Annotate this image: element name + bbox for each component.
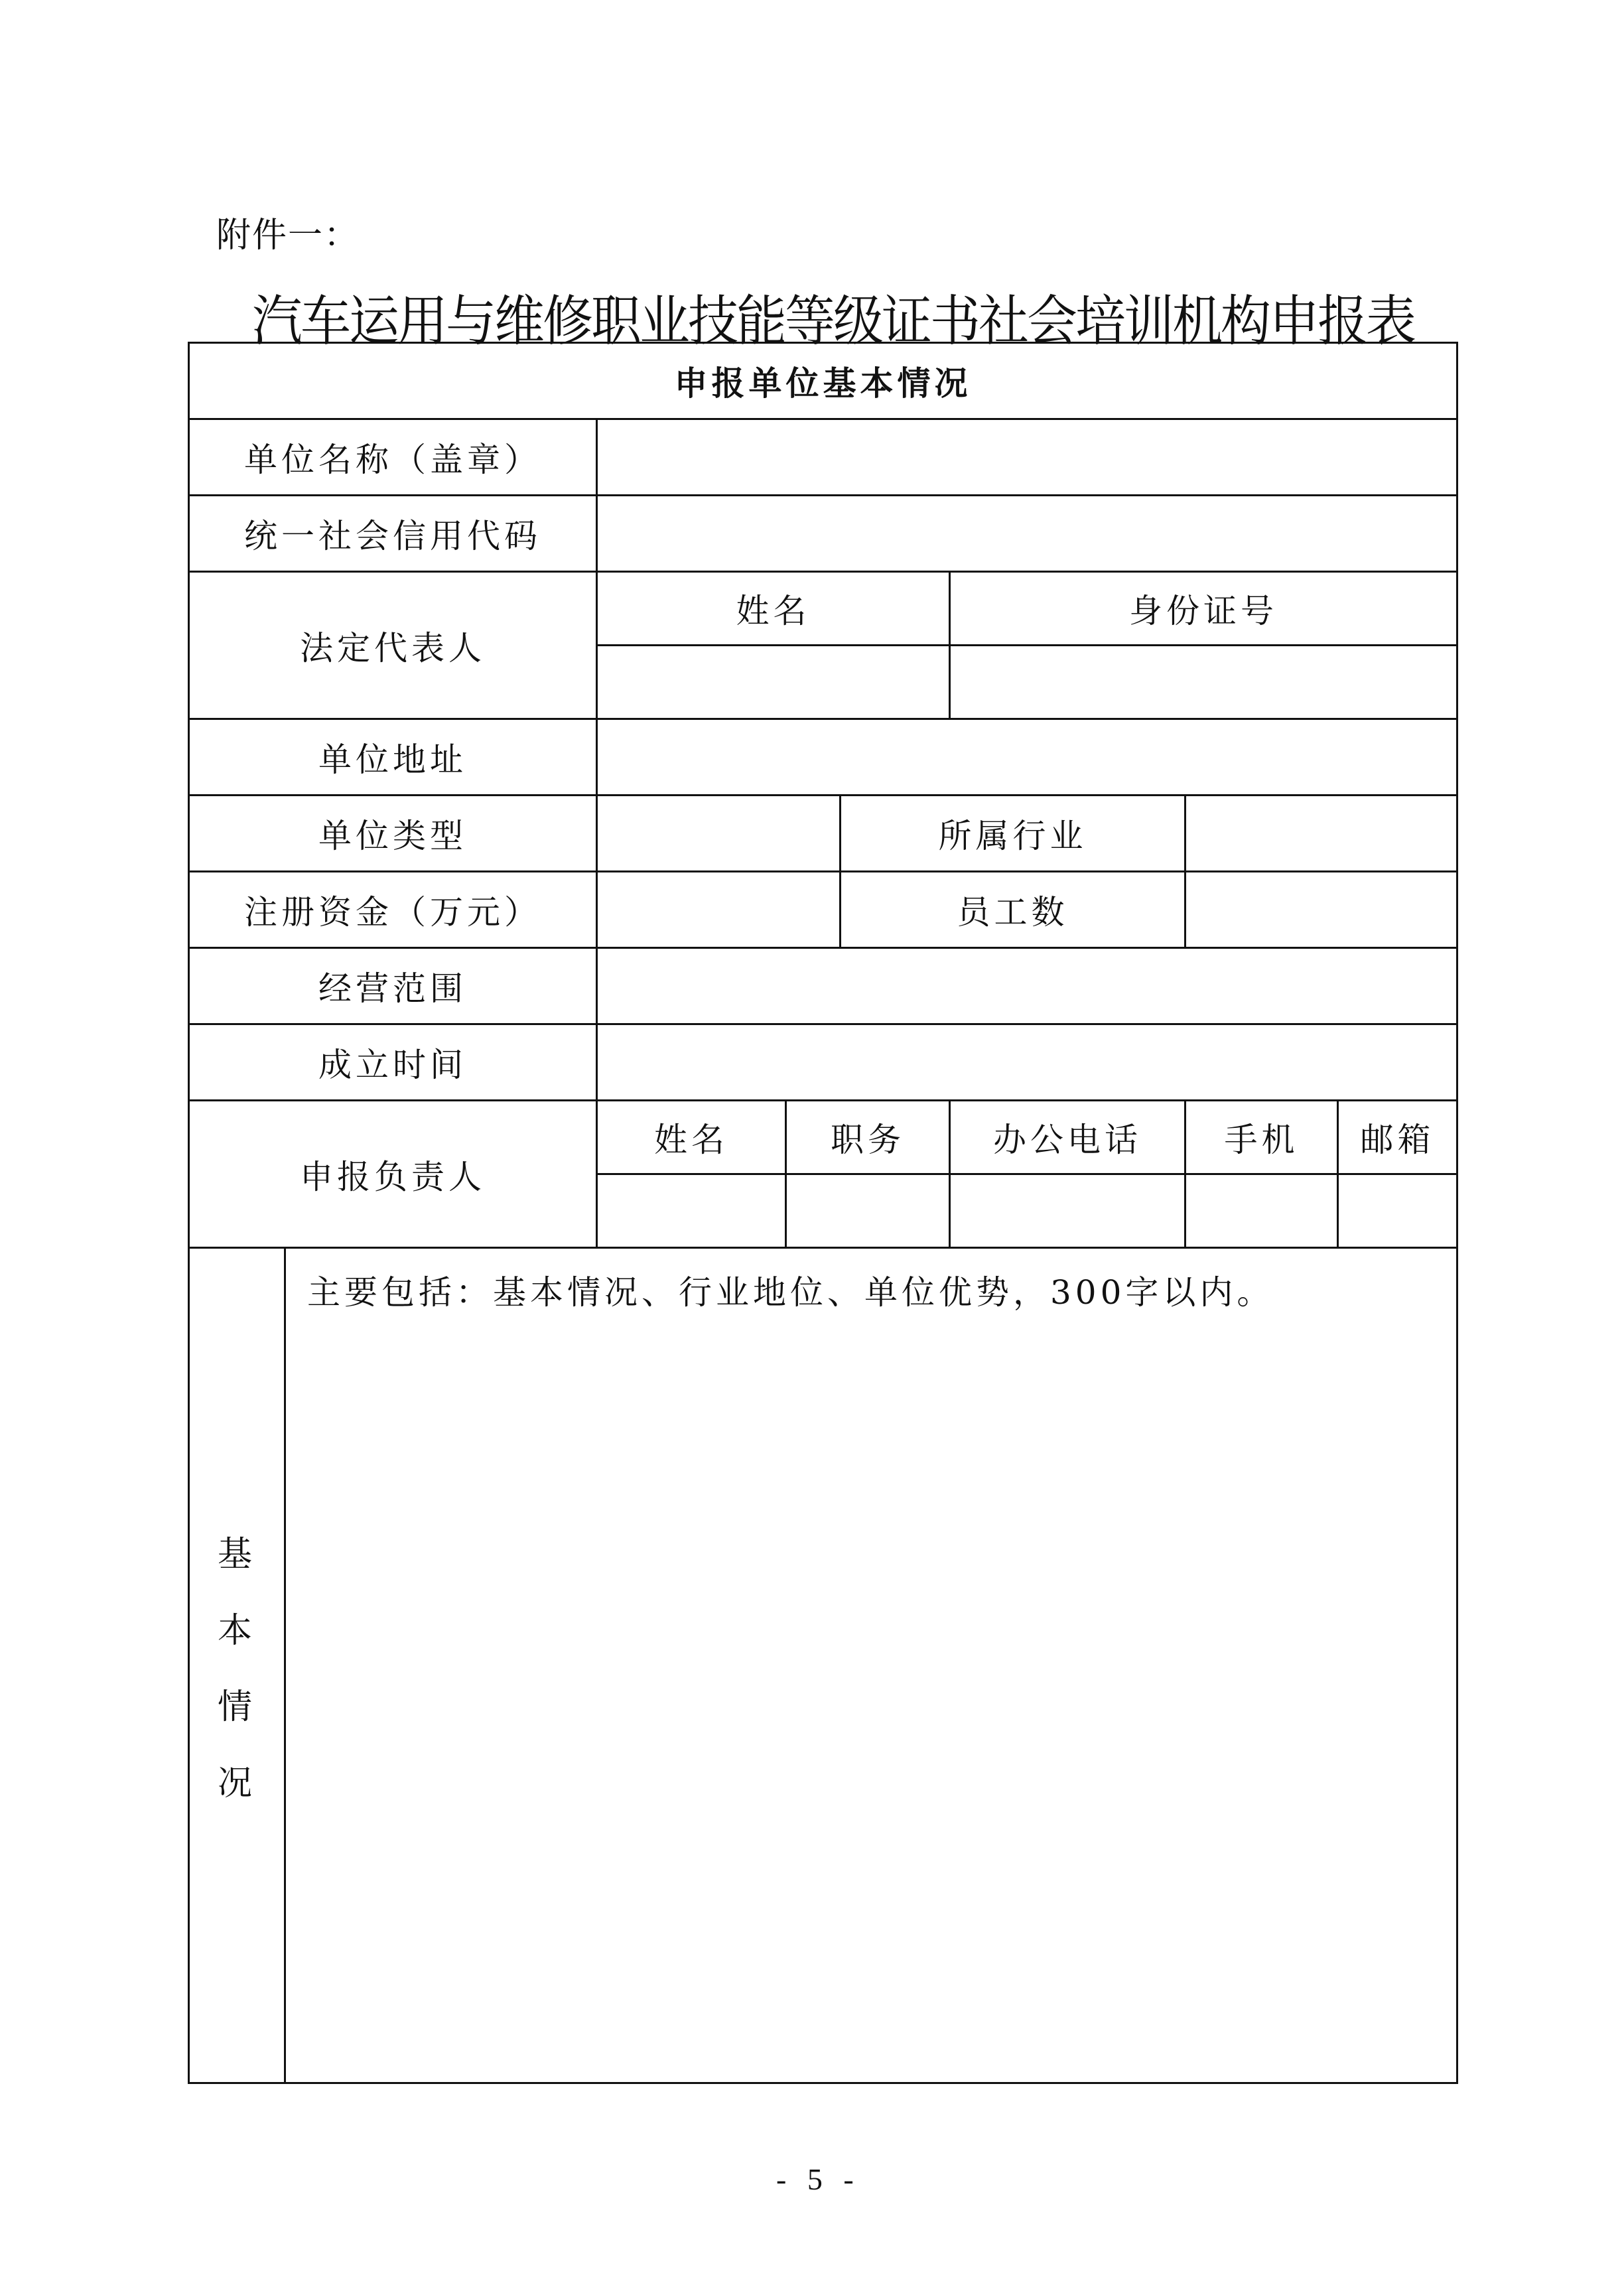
basic-info-instruction: 主要包括：基本情况、行业地位、单位优势，300字以内。: [307, 1273, 1274, 1312]
address-field[interactable]: [597, 719, 1457, 796]
label-credit-code: 统一社会信用代码: [189, 496, 597, 572]
side-char: 情: [217, 1687, 256, 1727]
contact-email-field[interactable]: [1338, 1174, 1457, 1248]
employees-field[interactable]: [1185, 872, 1457, 948]
contact-title-field[interactable]: [786, 1174, 950, 1248]
label-industry: 所属行业: [841, 796, 1185, 872]
side-char: 况: [217, 1764, 256, 1803]
contact-name-field[interactable]: [597, 1174, 786, 1248]
contact-header-email: 邮箱: [1338, 1101, 1457, 1174]
basic-info-side-label: [189, 1248, 285, 2083]
contact-mobile-field[interactable]: [1185, 1174, 1338, 1248]
unit-type-field[interactable]: [597, 796, 841, 872]
legal-rep-id-field[interactable]: [950, 646, 1457, 719]
credit-code-field[interactable]: [597, 496, 1457, 572]
label-scope: 经营范围: [189, 948, 597, 1024]
industry-field[interactable]: [1185, 796, 1457, 872]
side-char: 本: [217, 1611, 256, 1651]
legal-rep-id-header: 身份证号: [950, 572, 1457, 646]
label-legal-rep: 法定代表人: [189, 572, 597, 719]
label-employees: 员工数: [841, 872, 1185, 948]
basic-info-textarea[interactable]: [285, 1248, 1457, 2083]
contact-header-title: 职务: [786, 1101, 950, 1174]
label-address: 单位地址: [189, 719, 597, 796]
label-contact: 申报负责人: [189, 1101, 597, 1248]
capital-field[interactable]: [597, 872, 841, 948]
label-capital: 注册资金（万元）: [189, 872, 597, 948]
contact-header-office-phone: 办公电话: [950, 1101, 1185, 1174]
page-number: - 5 -: [776, 2162, 860, 2196]
contact-office-phone-field[interactable]: [950, 1174, 1185, 1248]
label-founded: 成立时间: [189, 1024, 597, 1101]
contact-header-name: 姓名: [597, 1101, 786, 1174]
founded-field[interactable]: [597, 1024, 1457, 1101]
page-title: 汽车运用与维修职业技能等级证书社会培训机构申报表: [252, 289, 1414, 353]
label-unit-name: 单位名称（盖章）: [189, 419, 597, 496]
attachment-label: 附件一：: [216, 216, 360, 255]
unit-name-field[interactable]: [597, 419, 1457, 496]
contact-header-mobile: 手机: [1185, 1101, 1338, 1174]
application-form-table: [188, 342, 1458, 2084]
legal-rep-name-header: 姓名: [597, 572, 950, 646]
section-header: 申报单位基本情况: [189, 343, 1457, 419]
scope-field[interactable]: [597, 948, 1457, 1024]
legal-rep-name-field[interactable]: [597, 646, 950, 719]
label-unit-type: 单位类型: [189, 796, 597, 872]
side-char: 基: [217, 1535, 256, 1574]
